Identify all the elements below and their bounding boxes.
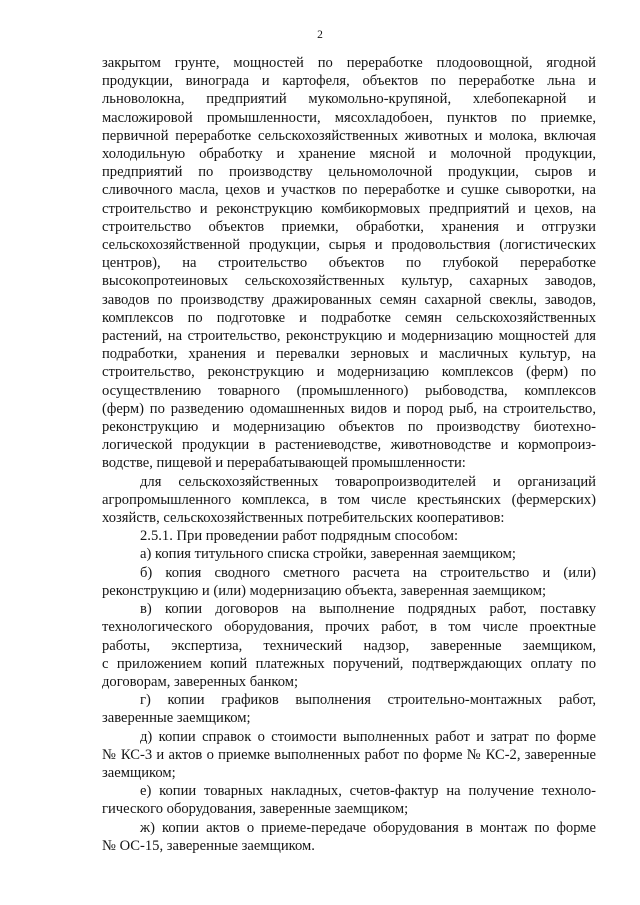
text-line: заводов по производству дражированных семян сахарной свеклы, заводов, bbox=[102, 291, 596, 308]
paragraph bbox=[102, 782, 596, 818]
paragraph bbox=[102, 600, 596, 691]
text-line: подработки, хранения и перевалки зерновых и масличных культур, на bbox=[102, 346, 596, 363]
paragraph bbox=[102, 819, 596, 855]
paragraph bbox=[102, 564, 596, 600]
text-line: реконструкцию и модернизацию объектов по производству биотехно- bbox=[102, 419, 596, 436]
text-line: закрытом грунте, мощностей по переработке плодоовощной, ягодной bbox=[102, 55, 596, 71]
text-line: осуществлению товарного (промышленного) рыбоводства, комплексов bbox=[102, 382, 596, 399]
text-line: агропромышленного комплекса, в том числе крестьянских (фермерских) bbox=[102, 491, 596, 508]
text-line: № ОС-15, заверенные заемщиком. bbox=[102, 837, 315, 854]
text-line: высокопротеиновых сельскохозяйственных культур, сахарных заводов, bbox=[102, 273, 596, 290]
text-line: технологического оборудования, прочих работ, в том числе проектные bbox=[102, 619, 596, 636]
text-line: масложировой промышленности, мясохладобоен, пунктов по приемке, bbox=[102, 109, 596, 126]
text-line: первичной переработке сельскохозяйственных животных и молока, включая bbox=[102, 127, 596, 144]
text-line: хозяйств, сельскохозяйственных потребительских кооперативов: bbox=[102, 510, 505, 527]
text-line: предприятий по производству цельномолочной продукции, сыров и bbox=[102, 164, 596, 181]
paragraph bbox=[102, 54, 596, 473]
text-line: в) копии договоров на выполнение подрядных работ, поставку bbox=[140, 601, 596, 618]
text-line: б) копия сводного сметного расчета на строительство и (или) bbox=[140, 564, 596, 581]
text-line: сельскохозяйственной продукции, сырья и продовольствия (логистических bbox=[102, 237, 596, 254]
paragraph bbox=[102, 728, 596, 783]
text-line: работы, экспертиза, технический надзор, заверенные заемщиком, bbox=[102, 637, 596, 654]
paragraph bbox=[102, 691, 596, 727]
text-line: центров), на строительство объектов по глубокой переработке bbox=[102, 255, 596, 272]
paragraph bbox=[102, 473, 596, 528]
text-line: растений, на строительство, реконструкцию и модернизацию мощностей для bbox=[102, 328, 596, 345]
text-line: продукции, винограда и картофеля, объектов по переработке льна и bbox=[102, 73, 596, 90]
document-body bbox=[102, 54, 596, 855]
page-number: 2 bbox=[317, 29, 323, 41]
text-line: комплексов по подготовке и подработке семян сельскохозяйственных bbox=[102, 309, 596, 326]
text-line: реконструкцию и (или) модернизацию объекта, заверенная заемщиком; bbox=[102, 582, 547, 599]
text-line: д) копии справок о стоимости выполненных работ и затрат по форме bbox=[140, 728, 596, 745]
text-line: договорам, заверенных банком; bbox=[102, 673, 299, 690]
text-line: заверенные заемщиком; bbox=[102, 710, 251, 727]
text-line: е) копии товарных накладных, счетов-фактур на получение техноло- bbox=[140, 783, 596, 800]
text-line: (ферм) по разведению одомашненных видов и пород рыб, на строительство, bbox=[102, 400, 596, 417]
text-line: для сельскохозяйственных товаропроизводителей и организаций bbox=[140, 473, 596, 490]
text-line: гического оборудования, заверенные заемщиком; bbox=[102, 801, 409, 818]
text-line: водстве, пищевой и перерабатывающей промышленности: bbox=[102, 455, 466, 472]
text-line: г) копии графиков выполнения строительно-монтажных работ, bbox=[140, 692, 596, 709]
text-line: 2.5.1. При проведении работ подрядным способом: bbox=[140, 528, 459, 545]
paragraph bbox=[102, 545, 596, 563]
text-line: строительство, реконструкцию и модернизацию комплексов (ферм) по bbox=[102, 364, 596, 381]
text-line: холодильную обработку и хранение мясной и молочной продукции, bbox=[102, 146, 596, 163]
text-line: ж) копии актов о приеме-передаче оборудования в монтаж по форме bbox=[140, 819, 596, 836]
text-line: сливочного масла, цехов и участков по переработке и сушке сыворотки, на bbox=[102, 182, 596, 199]
text-line: а) копия титульного списка стройки, заверенная заемщиком; bbox=[140, 546, 516, 563]
text-line: с приложением копий платежных поручений, подтверждающих оплату по bbox=[102, 655, 596, 672]
text-line: строительство и реконструкцию комбикормовых предприятий и цехов, на bbox=[102, 200, 596, 217]
text-line: № КС-3 и актов о приемке выполненных работ по форме № КС-2, заверенные bbox=[102, 746, 596, 763]
text-line: строительство объектов приемки, обработки, хранения и отгрузки bbox=[102, 218, 596, 235]
text-line: заемщиком; bbox=[102, 764, 176, 781]
text-line: льноволокна, предприятий мукомольно-крупяной, хлебопекарной и bbox=[102, 91, 596, 108]
paragraph bbox=[102, 527, 596, 545]
text-line: логической продукции в растениеводстве, животноводстве и кормопроиз- bbox=[102, 437, 596, 454]
